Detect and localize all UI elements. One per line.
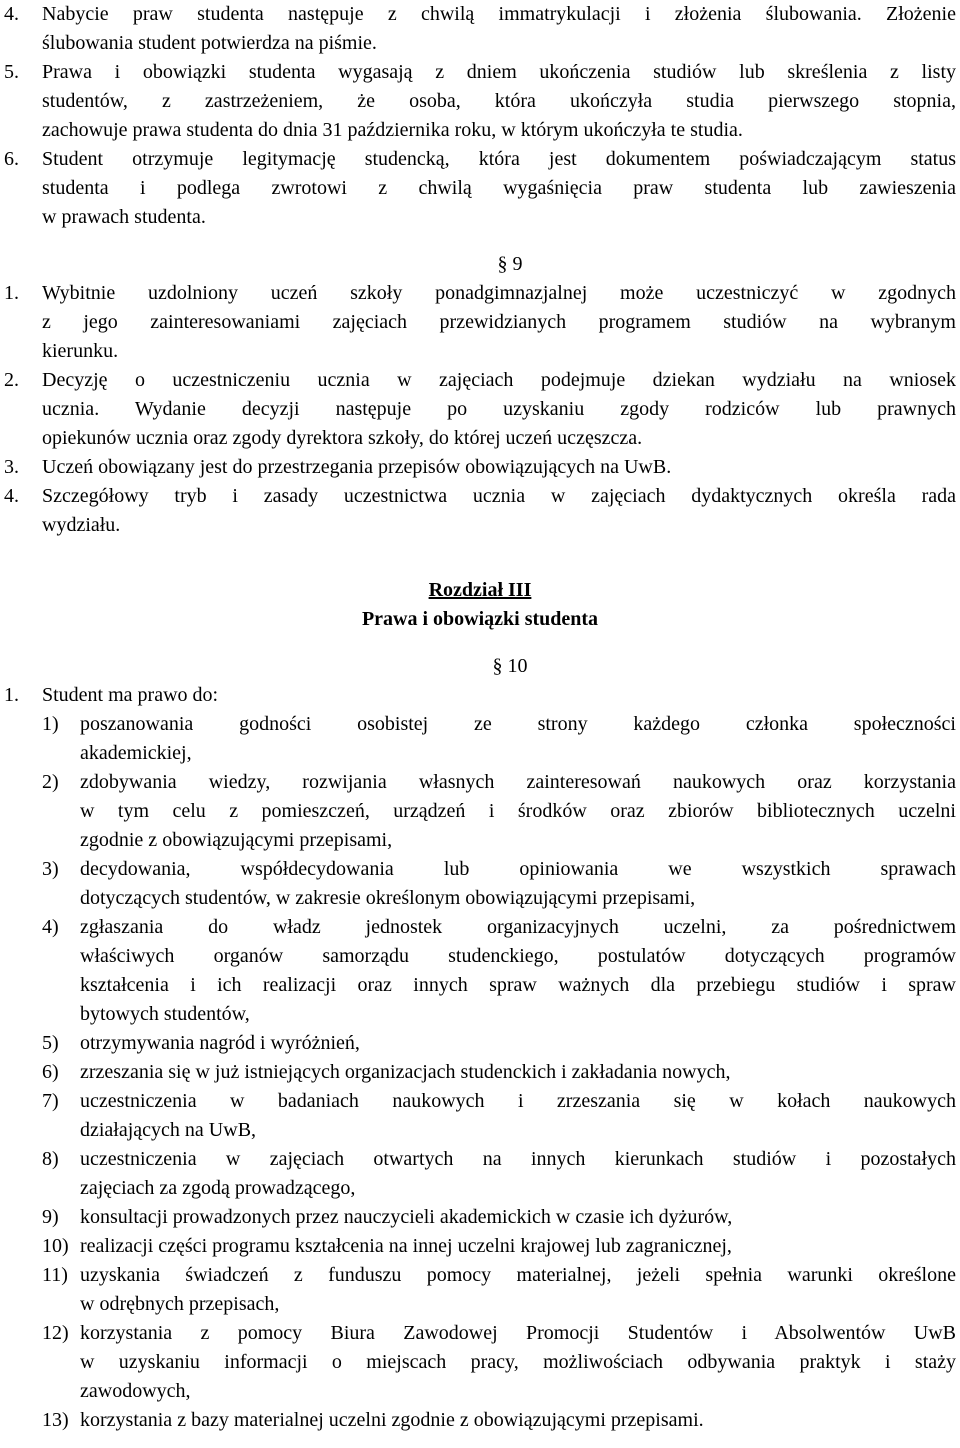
paragraph-9-2 (4, 366, 956, 453)
paragraph-number: 3. (4, 456, 19, 478)
paragraph-9-3 (4, 453, 956, 482)
chapter-subtitle: Prawa i obowiązki studenta (361, 608, 599, 630)
list-item-number: 5) (42, 1032, 59, 1054)
text-line: bytowych studentów, (80, 1003, 250, 1025)
text-line: kształcenia i ich realizacji oraz innych spraw ważnych dla przebiegu studiów i spraw (80, 974, 956, 996)
text-line: studenta i podlega zwrotowi z chwilą wygaśnięcia praw studenta lub zawieszenia (42, 177, 956, 199)
paragraph-number: 5. (4, 61, 19, 83)
list-item (4, 1261, 956, 1319)
paragraph-number: 1. (4, 282, 19, 304)
paragraph-number: 1. (4, 684, 19, 706)
text-line: w prawach studenta. (42, 206, 206, 228)
paragraph-number: 4. (4, 3, 19, 25)
list-item (4, 1319, 956, 1406)
section-heading-10: § 10 (492, 655, 528, 677)
paragraph-9-4 (4, 482, 956, 540)
text-line: studentów, z zastrzeżeniem, że osoba, która ukończyła studia pierwszego stopnia, (42, 90, 956, 112)
text-line: z jego zainteresowaniami zajęciach przewidzianych programem studiów na wybranym (42, 311, 956, 333)
text-line: Student otrzymuje legitymację studencką, która jest dokumentem poświadczającym status (42, 148, 956, 170)
text-line: akademickiej, (80, 742, 192, 764)
paragraph-9-1 (4, 279, 956, 366)
text-line: decydowania, współdecydowania lub opiniowania we wszystkich sprawach (80, 858, 956, 880)
text-line: opiekunów ucznia oraz zgody dyrektora szkoły, do której uczeń uczęszcza. (42, 427, 643, 449)
text-line: Szczegółowy tryb i zasady uczestnictwa ucznia w zajęciach dydaktycznych określa rada (42, 485, 956, 507)
text-line: uzyskania świadczeń z funduszu pomocy materialnej, jeżeli spełnia warunki określone (80, 1264, 956, 1286)
text-line: w tym celu z pomieszczeń, urządzeń i środków oraz zbiorów bibliotecznych uczelni (80, 800, 956, 822)
text-line: Prawa i obowiązki studenta wygasają z dniem ukończenia studiów lub skreślenia z listy (42, 61, 956, 83)
list-item (4, 913, 956, 1029)
text-line: zachowuje prawa studenta do dnia 31 października roku, w którym ukończyła te studia. (42, 119, 743, 141)
list-item (4, 1232, 956, 1261)
text-line: otrzymywania nagród i wyróżnień, (80, 1032, 360, 1054)
text-line: Student ma prawo do: (42, 684, 219, 706)
list-item-number: 6) (42, 1061, 59, 1083)
text-line: konsultacji prowadzonych przez nauczycieli akademickich w czasie ich dyżurów, (80, 1206, 733, 1228)
text-line: ucznia. Wydanie decyzji następuje po uzyskaniu zgody rodziców lub prawnych (42, 398, 956, 420)
list-item-number: 7) (42, 1090, 59, 1112)
list-item (4, 768, 956, 855)
list-item (4, 1145, 956, 1203)
text-line: działających na UwB, (80, 1119, 257, 1141)
list-item-number: 8) (42, 1148, 59, 1170)
text-line: wydziału. (42, 514, 121, 536)
text-line: Uczeń obowiązany jest do przestrzegania przepisów obowiązujących na UwB. (42, 456, 672, 478)
text-line: realizacji części programu kształcenia na innej uczelni krajowej lub zagranicznej, (80, 1235, 732, 1257)
text-line: zgodnie z obowiązującymi przepisami, (80, 829, 393, 851)
list-item-number: 11) (42, 1264, 68, 1286)
text-line: kierunku. (42, 340, 119, 362)
text-line: korzystania z pomocy Biura Zawodowej Promocji Studentów i Absolwentów UwB (80, 1322, 956, 1344)
text-line: ślubowania student potwierdza na piśmie. (42, 32, 377, 54)
paragraph-number: 4. (4, 485, 19, 507)
list-item-number: 2) (42, 771, 59, 793)
list-item-number: 12) (42, 1322, 69, 1344)
paragraph-number: 2. (4, 369, 19, 391)
text-line: zajęciach za zgodą prowadzącego, (80, 1177, 356, 1199)
text-line: poszanowania godności osobistej ze strony każdego członka społeczności (80, 713, 956, 735)
paragraph-8-5 (4, 58, 956, 145)
text-line: uczestniczenia w zajęciach otwartych na innych kierunkach studiów i pozostałych (80, 1148, 956, 1170)
list-item (4, 710, 956, 768)
paragraph-10-1 (4, 681, 956, 710)
list-item (4, 1058, 956, 1087)
text-line: Decyzję o uczestniczeniu ucznia w zajęciach podejmuje dziekan wydziału na wniosek (42, 369, 956, 391)
list-item (4, 855, 956, 913)
list-item (4, 1203, 956, 1232)
text-line: zrzeszania się w już istniejących organizacjach studenckich i zakładania nowych, (80, 1061, 731, 1083)
text-line: zgłaszania do władz jednostek organizacyjnych uczelni, za pośrednictwem (80, 916, 956, 938)
list-item-number: 3) (42, 858, 59, 880)
chapter-title: Rozdział III (428, 579, 532, 601)
list-item-number: 10) (42, 1235, 69, 1257)
text-line: w odrębnych przepisach, (80, 1293, 280, 1315)
list-item-number: 9) (42, 1206, 59, 1228)
list-item (4, 1406, 956, 1435)
list-item-number: 1) (42, 713, 59, 735)
text-line: zdobywania wiedzy, rozwijania własnych zainteresowań naukowych oraz korzystania (80, 771, 956, 793)
text-line: zawodowych, (80, 1380, 191, 1402)
text-line: właściwych organów samorządu studenckiego, postulatów dotyczących programów (80, 945, 956, 967)
document-page (4, 0, 956, 1435)
text-line: uczestniczenia w badaniach naukowych i zrzeszania się w kołach naukowych (80, 1090, 956, 1112)
list-item (4, 1087, 956, 1145)
list-item-number: 13) (42, 1409, 69, 1431)
list-item (4, 1029, 956, 1058)
paragraph-8-6 (4, 145, 956, 232)
section-heading-9: § 9 (497, 253, 523, 275)
list-item-number: 4) (42, 916, 59, 938)
text-line: Wybitnie uzdolniony uczeń szkoły ponadgimnazjalnej może uczestniczyć w zgodnych (42, 282, 956, 304)
text-line: korzystania z bazy materialnej uczelni zgodnie z obowiązującymi przepisami. (80, 1409, 704, 1431)
rights-list (4, 710, 956, 1435)
text-line: Nabycie praw studenta następuje z chwilą immatrykulacji i złożenia ślubowania. Złożenie (42, 3, 956, 25)
paragraph-8-4 (4, 0, 956, 58)
text-line: dotyczących studentów, w zakresie określonym obowiązującymi przepisami, (80, 887, 696, 909)
paragraph-number: 6. (4, 148, 19, 170)
text-line: w uzyskaniu informacji o miejscach pracy, możliwościach odbywania praktyk i staży (80, 1351, 956, 1373)
